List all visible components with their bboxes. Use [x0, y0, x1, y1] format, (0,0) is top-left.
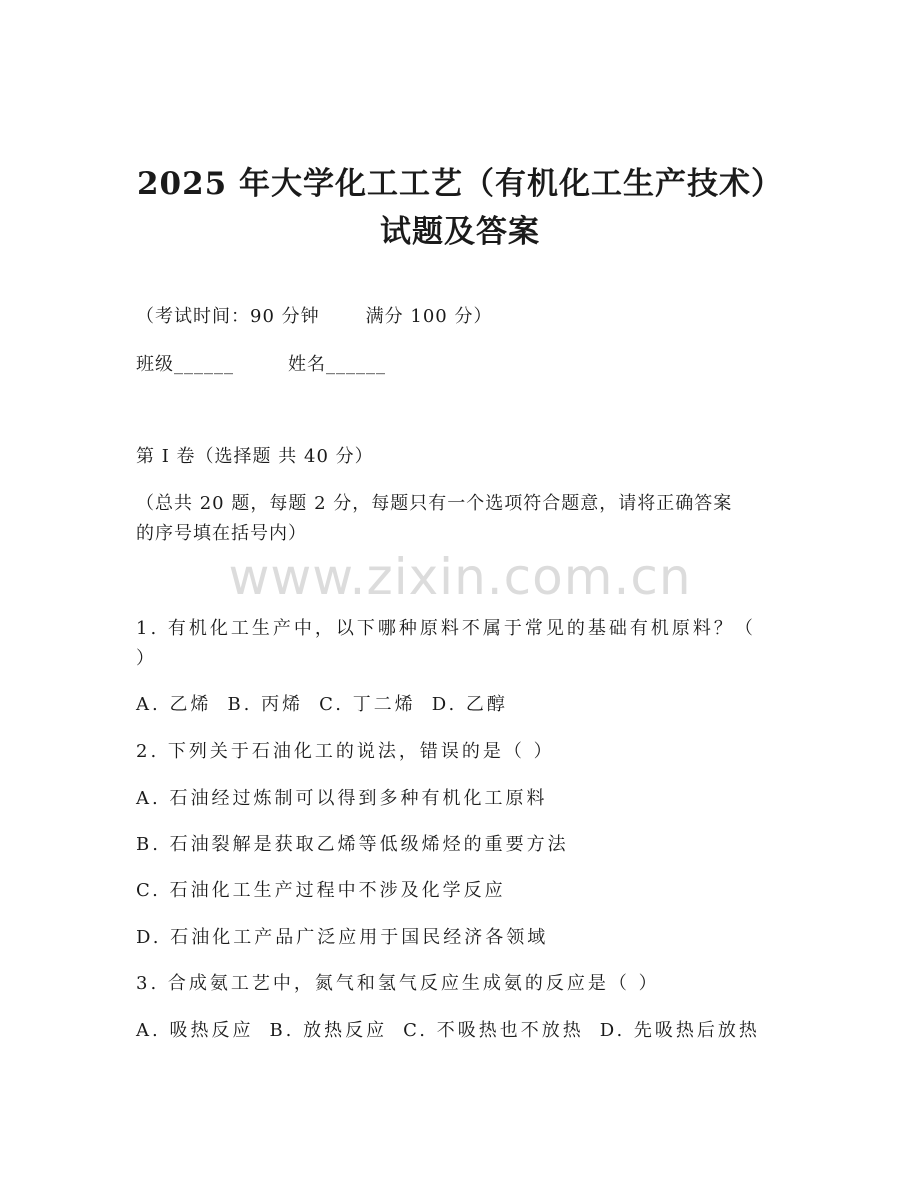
page-title-line1: 2025 年大学化工工艺（有机化工生产技术）: [136, 166, 784, 202]
name-field: 姓名______: [288, 354, 386, 375]
question-1-option-c: C. 丁二烯: [319, 694, 416, 715]
section-heading: 第 I 卷（选择题 共 40 分）: [136, 446, 374, 467]
question-1-options: [136, 690, 508, 716]
student-fields: [136, 350, 386, 376]
watermark: www.zixin.com.cn: [228, 548, 692, 606]
question-2-stem: 2. 下列关于石油化工的说法，错误的是（ ）: [136, 741, 555, 762]
question-2-option-c: C. 石油化工生产过程中不涉及化学反应: [136, 880, 506, 901]
question-3-stem: 3. 合成氨工艺中，氮气和氢气反应生成氨的反应是（ ）: [136, 973, 660, 994]
question-2-option-a: A. 石油经过炼制可以得到多种有机化工原料: [136, 788, 548, 809]
question-3-option-c: C. 不吸热也不放热: [403, 1020, 584, 1041]
exam-full-score: 满分 100 分）: [365, 306, 493, 327]
question-3-options: [136, 1016, 760, 1042]
question-1-stem-line2: ）: [136, 648, 155, 669]
question-2-option-b: B. 石油裂解是获取乙烯等低级烯烃的重要方法: [136, 834, 569, 855]
question-1-stem-line1: 1. 有机化工生产中，以下哪种原料不属于常见的基础有机原料？（: [136, 618, 756, 639]
question-3-option-a: A. 吸热反应: [136, 1020, 254, 1041]
question-1-option-b: B. 丙烯: [227, 694, 304, 715]
exam-time: （考试时间：90 分钟: [136, 306, 320, 327]
section-instruction-line2: 的序号填在括号内）: [136, 523, 307, 544]
class-field: 班级______: [136, 354, 234, 375]
question-3-option-b: B. 放热反应: [269, 1020, 388, 1041]
exam-info: [136, 302, 492, 328]
question-1-option-d: D. 乙醇: [431, 694, 508, 715]
page-title-line2: 试题及答案: [380, 214, 540, 250]
question-2-option-d: D. 石油化工产品广泛应用于国民经济各领域: [136, 927, 549, 948]
section-instruction-line1: （总共 20 题，每题 2 分，每题只有一个选项符合题意，请将正确答案: [136, 493, 733, 514]
question-3-option-d: D. 先吸热后放热: [599, 1020, 760, 1041]
question-1-option-a: A. 乙烯: [136, 694, 212, 715]
